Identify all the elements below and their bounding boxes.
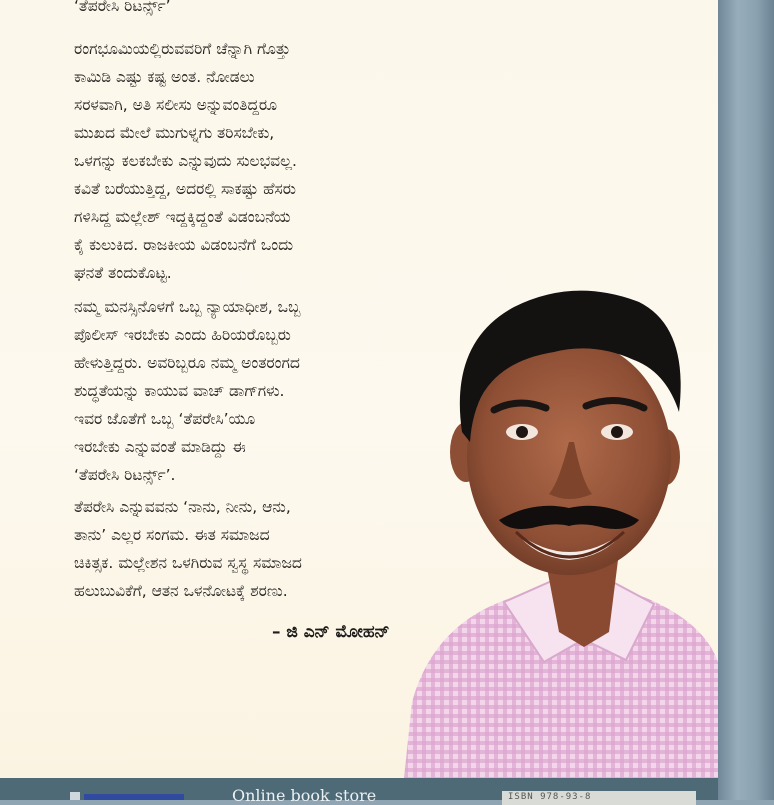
bottom-strip-text: Online book store (232, 786, 377, 805)
paragraph-1-line-7: ಗಳಿಸಿದ್ದ ಮಲ್ಲೇಶ್ ಇದ್ದಕ್ಕಿದ್ದಂತೆ ವಿಡಂಬನೆಯ (74, 208, 291, 226)
paragraph-1-line-2: ಕಾಮಿಡಿ ಎಷ್ಟು ಕಷ್ಟ ಅಂತ. ನೋಡಲು (74, 68, 255, 86)
paragraph-2-line-3: ಹೇಳುತ್ತಿದ್ದರು. ಅವರಿಬ್ಬರೂ ನಮ್ಮ ಅಂತರಂಗದ (74, 354, 300, 372)
paragraph-1-line-1: ರಂಗಭೂಮಿಯಲ್ಲಿರುವವರಿಗೆ ಚೆನ್ನಾಗಿ ಗೊತ್ತು (74, 40, 291, 58)
paragraph-3-line-2: ತಾನು’ ಎಲ್ಲರ ಸಂಗಮ. ಈತ ಸಮಾಜದ (74, 526, 270, 544)
isbn-label: ISBN 978-93-8 (502, 791, 696, 805)
paragraph-2-line-6: ಇರಬೇಕು ಎನ್ನುವಂತೆ ಮಾಡಿದ್ದು ಈ (74, 438, 246, 456)
paragraph-1-line-6: ಕವಿತೆ ಬರೆಯುತ್ತಿದ್ದ, ಅದರಲ್ಲಿ ಸಾಕಷ್ಟು ಹೆಸರು (74, 180, 296, 198)
blue-bar (84, 794, 184, 800)
paragraph-3-line-3: ಚಿಕಿತ್ಸಕ. ಮಲ್ಲೇಶನ ಒಳಗಿರುವ ಸ್ವಸ್ಥ ಸಮಾಜದ (74, 554, 302, 572)
paragraph-2-line-2: ಪೊಲೀಸ್ ಇರಬೇಕು ಎಂದು ಹಿರಿಯರೊಬ್ಬರು (74, 326, 291, 344)
paragraph-1-line-4: ಮುಖದ ಮೇಲೆ ಮುಗುಳ್ನಗು ತರಿಸಬೇಕು, (74, 124, 275, 142)
author-photo (404, 282, 718, 778)
paragraph-3-line-4: ಹಲುಬುವಿಕೆಗೆ, ಆತನ ಒಳನೋಟಕ್ಕೆ ಶರಣು. (74, 582, 288, 600)
paragraph-1-line-3: ಸರಳವಾಗಿ, ಅತಿ ಸಲೀಸು ಅನ್ನುವಂತಿದ್ದರೂ (74, 96, 278, 114)
paragraph-2-line-5: ಇವರ ಜೊತೆಗೆ ಒಬ್ಬ ‘ತೆಪರೇಸಿ’ಯೂ (74, 410, 256, 428)
title-line: ‘ತೆಪರೇಸಿ ರಿಟರ್ನ್ಸ್’ (74, 0, 171, 15)
paragraph-2-line-1: ನಮ್ಮ ಮನಸ್ಸಿನೊಳಗೆ ಒಬ್ಬ ನ್ಯಾಯಾಧೀಶ, ಒಬ್ಬ (74, 298, 301, 316)
paragraph-2-line-4: ಶುದ್ಧತೆಯನ್ನು ಕಾಯುವ ವಾಚ್ ಡಾಗ್‌ಗಳು. (74, 382, 285, 400)
book-spine-edge (718, 0, 774, 800)
paragraph-1-line-5: ಒಳಗನ್ನು ಕಲಕಬೇಕು ಎನ್ನುವುದು ಸುಲಭವಲ್ಲ. (74, 152, 297, 170)
paragraph-2-line-7: ‘ತೆಪರೇಸಿ ರಿಟರ್ನ್ಸ್’. (74, 466, 176, 484)
paragraph-1-line-8: ಕೈ ಕುಲುಕಿದ. ರಾಜಕೀಯ ವಿಡಂಬನೆಗೆ ಒಂದು (74, 236, 294, 254)
corner-mark (70, 792, 80, 800)
paragraph-3-line-1: ತೆಪರೇಸಿ ಎನ್ನುವವನು ‘ನಾನು, ನೀನು, ಆನು, (74, 498, 291, 516)
author-signature: – ಜಿ ಎನ್ ಮೋಹನ್ (272, 622, 390, 642)
paragraph-1-line-9: ಘನತೆ ತಂದುಕೊಟ್ಟ. (74, 264, 172, 282)
